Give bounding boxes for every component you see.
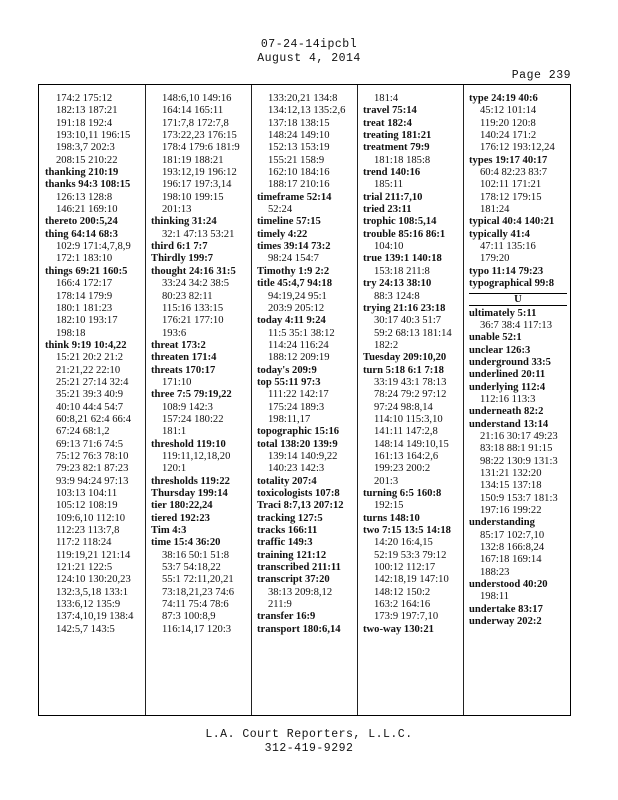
index-reference: 103:13 104:11 [56,488,118,499]
index-reference: 105:12 108:19 [56,500,118,512]
index-reference: 114:24 116:24 [268,339,329,351]
footer-phone: 312-419-9292 [264,742,354,755]
index-reference: 201:13 [162,204,192,216]
index-reference: 132:8 166:8,24 [480,542,545,554]
index-reference: 148:24 149:10 [268,130,330,142]
index-reference: 176:12 193:12,24 [480,142,555,154]
index-reference: 171:10 [162,376,192,388]
index-reference: 148:14 149:10,15 [374,438,449,450]
index-reference: 181:19 188:21 [162,154,224,166]
index-reference: 131:21 132:20 [480,467,542,479]
index-term: threshold 119:10 [151,438,226,450]
index-reference: 132:3,5,18 133:1 [56,586,129,598]
index-term: understood 40:20 [469,579,548,591]
index-term: travel 75:14 [363,105,417,117]
index-reference: 111:22 142:17 [268,389,329,401]
index-reference: 139:14 140:9,22 [268,450,338,462]
index-reference: 181:1 [162,426,187,438]
footer-company: L.A. Court Reporters, L.L.C. [205,728,413,741]
index-reference: 38:16 50:1 51:8 [162,549,230,561]
index-term: two 7:15 13:5 14:18 [363,525,451,537]
index-term: tried 23:11 [363,204,412,216]
index-reference: 25:21 27:14 32:4 [56,376,129,388]
index-term: Tuesday 209:10,20 [363,352,447,364]
index-term: treatment 79:9 [363,142,430,154]
index-term: treat 182:4 [363,117,412,129]
index-reference: 102:9 171:4,7,8,9 [56,241,131,253]
index-term: turns 148:10 [363,512,420,524]
document-id: 07-24-14ipcbl [260,38,358,51]
index-term: transport 180:6,14 [257,623,341,635]
index-term: typical 40:4 140:21 [469,216,555,228]
index-reference: 85:17 102:7,10 [480,529,545,541]
index-reference: 157:24 180:22 [162,413,224,425]
index-reference: 38:13 209:8,12 [268,586,333,598]
index-term: topographic 15:16 [257,426,340,438]
index-term: things 69:21 160:5 [45,265,128,277]
index-reference: 179:20 [480,253,510,265]
index-reference: 40:10 44:4 54:7 [56,401,124,413]
index-reference: 198:11 [480,591,510,603]
index-reference: 198:18 [56,327,86,339]
index-term: two-way 130:21 [363,623,434,635]
index-reference: 116:14,17 120:3 [162,623,232,635]
index-term: typo 11:14 79:23 [469,265,544,277]
index-reference: 133:6,12 135:9 [56,599,121,611]
index-reference: 14:20 16:4,15 [374,537,433,549]
index-term: timely 4:22 [257,228,308,240]
index-term: Timothy 1:9 2:2 [257,265,330,277]
index-reference: 69:13 71:6 74:5 [56,438,124,450]
index-reference: 78:24 79:2 97:12 [374,389,447,401]
index-reference: 97:24 98:8,14 [374,401,433,413]
index-term: threats 170:17 [151,364,216,376]
index-term: title 45:4,7 94:18 [257,278,333,290]
index-reference: 198:10 199:15 [162,191,224,203]
index-term: thereto 200:5,24 [45,216,118,228]
index-reference: 33:24 34:2 38:5 [162,278,230,290]
index-reference: 141:11 147:2,8 [374,426,438,438]
index-term: turn 5:18 6:1 7:18 [363,364,444,376]
index-reference: 120:1 [162,463,187,475]
index-term: third 6:1 7:7 [151,241,208,253]
index-reference: 137:4,10,19 138:4 [56,611,134,623]
index-reference: 188:12 209:19 [268,352,330,364]
index-reference: 182:13 187:21 [56,105,118,117]
index-reference: 98:22 130:9 131:3 [480,455,558,467]
index-reference: 176:21 177:10 [162,315,224,327]
index-term: threat 173:2 [151,339,206,351]
index-reference: 73:18,21,23 74:6 [162,586,235,598]
index-reference: 140:24 171:2 [480,130,537,142]
index-reference: 164:14 165:11 [162,105,224,117]
index-column-4 [363,93,467,636]
index-reference: 172:1 183:10 [56,253,113,265]
index-term: tiered 192:23 [151,512,210,524]
index-reference: 21:21,22 22:10 [56,364,121,376]
index-reference: 109:6,10 112:10 [56,512,126,524]
index-reference: 152:13 153:19 [268,142,330,154]
index-reference: 52:19 53:3 79:12 [374,549,447,561]
index-reference: 161:13 164:2,6 [374,450,439,462]
index-reference: 175:24 189:3 [268,401,325,413]
index-reference: 198:11,17 [268,413,311,425]
index-reference: 67:24 68:1,2 [56,426,110,438]
index-term: unclear 126:3 [469,344,531,356]
index-reference: 181:18 185:8 [374,154,431,166]
index-term: timeline 57:15 [257,216,321,228]
index-reference: 173:22,23 176:15 [162,130,237,142]
index-reference: 59:2 68:13 181:14 [374,327,452,339]
index-reference: 148:12 150:2 [374,586,431,598]
index-reference: 108:9 142:3 [162,401,213,413]
index-reference: 201:3 [374,475,399,487]
index-term: think 9:19 10:4,22 [45,339,127,351]
index-term: thinking 31:24 [151,216,217,228]
index-reference: 137:18 138:15 [268,117,330,129]
index-term: underground 33:5 [469,356,551,368]
index-term: top 55:11 97:3 [257,376,321,388]
index-reference: 11:5 35:1 38:12 [268,327,335,339]
index-reference: 115:16 133:15 [162,302,224,314]
index-term: thing 64:14 68:3 [45,228,118,240]
index-reference: 47:11 135:16 [480,241,536,253]
index-term: Thursday 199:14 [151,488,228,499]
index-term: understanding [469,517,535,529]
index-column-3 [257,93,361,636]
index-reference: 119:11,12,18,20 [162,450,231,462]
index-term: thresholds 119:22 [151,475,230,487]
index-term: thanks 94:3 108:15 [45,179,131,191]
index-reference: 188:17 210:16 [268,179,330,191]
index-term: threaten 171:4 [151,352,217,364]
index-reference: 94:19,24 95:1 [268,290,327,302]
index-reference: 60:4 82:23 83:7 [480,167,548,179]
index-term: treating 181:21 [363,130,432,142]
index-term: Traci 8:7,13 207:12 [257,500,344,512]
index-reference: 192:15 [374,500,404,512]
index-reference: 134:15 137:18 [480,480,542,492]
index-term: transfer 16:9 [257,611,316,623]
index-reference: 166:4 172:17 [56,278,113,290]
index-reference: 133:20,21 134:8 [268,93,338,104]
index-reference: 134:12,13 135:2,6 [268,105,346,117]
index-reference: 35:21 39:3 40:9 [56,389,124,401]
document-date: August 4, 2014 [257,52,361,65]
index-reference: 32:1 47:13 53:21 [162,228,235,240]
index-term: unable 52:1 [469,332,522,344]
index-reference: 185:11 [374,179,404,191]
index-term: trouble 85:16 86:1 [363,228,446,240]
index-reference: 182:2 [374,339,399,351]
index-reference: 36:7 38:4 117:13 [480,319,552,331]
index-reference: 181:4 [374,93,399,104]
index-reference: 208:15 210:22 [56,154,118,166]
index-term: trying 21:16 23:18 [363,302,446,314]
index-reference: 55:1 72:11,20,21 [162,574,234,586]
index-term: typically 41:4 [469,228,530,240]
page-number: Page 239 [511,69,571,82]
index-reference: 196:17 197:3,14 [162,179,232,191]
index-reference: 142:18,19 147:10 [374,574,449,586]
index-term: type 24:19 40:6 [469,93,538,104]
index-reference: 60:8,21 62:4 66:4 [56,413,132,425]
index-reference: 198:3,7 202:3 [56,142,115,154]
index-term: traffic 149:3 [257,537,313,549]
index-column-1 [45,93,149,636]
index-column-5 [469,93,567,628]
index-term: true 139:1 140:18 [363,253,442,265]
index-term: Tim 4:3 [151,525,187,537]
index-reference: 83:18 88:1 91:15 [480,443,553,455]
index-reference: 140:23 142:3 [268,463,325,475]
index-reference: 146:21 169:10 [56,204,118,216]
index-term: totality 207:4 [257,475,317,487]
index-reference: 93:9 94:24 97:13 [56,475,129,487]
index-reference: 117:2 118:24 [56,537,112,549]
index-reference: 53:7 54:18,22 [162,562,221,574]
index-reference: 74:11 75:4 78:6 [162,599,229,611]
index-reference: 52:24 [268,204,293,216]
index-reference: 75:12 76:3 78:10 [56,450,129,462]
index-term: transcribed 211:11 [257,562,341,574]
index-term: tier 180:22,24 [151,500,213,512]
index-reference: 174:2 175:12 [56,93,113,104]
index-term: total 138:20 139:9 [257,438,338,450]
index-reference: 15:21 20:2 21:2 [56,352,124,364]
index-reference: 193:12,19 196:12 [162,167,237,179]
index-reference: 79:23 82:1 87:23 [56,463,129,475]
index-term: trial 211:7,10 [363,191,423,203]
index-reference: 163:2 164:16 [374,599,431,611]
index-reference: 173:9 197:7,10 [374,611,439,623]
index-reference: 193:10,11 196:15 [56,130,131,142]
index-term: underneath 82:2 [469,406,544,418]
index-term: underlined 20:11 [469,369,546,381]
index-reference: 142:5,7 143:5 [56,623,115,635]
index-reference: 182:10 193:17 [56,315,118,327]
index-reference: 88:3 124:8 [374,290,420,302]
index-term: turning 6:5 160:8 [363,488,442,499]
index-term: try 24:13 38:10 [363,278,432,290]
index-reference: 21:16 30:17 49:23 [480,430,558,442]
index-reference: 178:12 179:15 [480,191,542,203]
index-reference: 100:12 112:17 [374,562,436,574]
index-reference: 112:16 113:3 [480,393,536,405]
index-term: understand 13:14 [469,418,549,430]
index-reference: 30:17 40:3 51:7 [374,315,442,327]
index-term: timeframe 52:14 [257,191,332,203]
index-term: thanking 210:19 [45,167,119,179]
index-reference: 181:24 [480,204,510,216]
index-reference: 87:3 100:8,9 [162,611,216,623]
index-reference: 148:6,10 149:16 [162,93,232,104]
index-term: trophic 108:5,14 [363,216,437,228]
index-reference: 193:6 [162,327,187,339]
index-term: underlying 112:4 [469,381,546,393]
index-term: tracks 166:11 [257,525,318,537]
index-term: training 121:12 [257,549,327,561]
index-reference: 98:24 154:7 [268,253,319,265]
index-reference: 199:23 200:2 [374,463,431,475]
index-reference: 150:9 153:7 181:3 [480,492,558,504]
index-reference: 80:23 82:11 [162,290,213,302]
index-term: transcript 37:20 [257,574,330,586]
index-reference: 171:7,8 172:7,8 [162,117,229,129]
index-reference: 119:19,21 121:14 [56,549,131,561]
index-reference: 197:16 199:22 [480,505,542,516]
index-reference: 178:4 179:6 181:9 [162,142,240,154]
index-reference: 102:11 171:21 [480,179,542,191]
index-column-2 [151,93,255,636]
index-reference: 126:13 128:8 [56,191,113,203]
index-term: tracking 127:5 [257,512,323,524]
index-reference: 112:23 113:7,8 [56,525,120,537]
index-reference: 153:18 211:8 [374,265,430,277]
index-reference: 191:18 192:4 [56,117,113,129]
index-term: thought 24:16 31:5 [151,265,236,277]
index-term: underway 202:2 [469,616,542,628]
index-reference: 211:9 [268,599,292,611]
section-letter-heading: U [469,293,567,306]
index-reference: 178:14 179:9 [56,290,113,302]
index-reference: 104:10 [374,241,404,253]
index-reference: 203:9 205:12 [268,302,325,314]
index-term: today 4:11 9:24 [257,315,326,327]
index-reference: 121:21 122:5 [56,562,113,574]
index-reference: 119:20 120:8 [480,117,536,129]
index-reference: 45:12 101:14 [480,105,537,117]
index-term: time 15:4 36:20 [151,537,221,549]
index-reference: 167:18 169:14 [480,554,542,566]
index-table [38,84,571,716]
index-term: undertake 83:17 [469,603,543,615]
index-term: typographical 99:8 [469,278,555,290]
index-reference: 124:10 130:20,23 [56,574,131,586]
index-term: toxicologists 107:8 [257,488,340,499]
index-reference: 188:23 [480,566,510,578]
index-reference: 180:1 181:23 [56,302,113,314]
index-term: ultimately 5:11 [469,307,537,319]
index-term: today's 209:9 [257,364,317,376]
index-reference: 33:19 43:1 78:13 [374,376,447,388]
index-term: trend 140:16 [363,167,421,179]
index-term: types 19:17 40:17 [469,154,548,166]
index-reference: 162:10 184:16 [268,167,330,179]
index-term: three 7:5 79:19,22 [151,389,232,401]
index-reference: 114:10 115:3,10 [374,413,443,425]
index-term: Thirdly 199:7 [151,253,214,265]
index-reference: 155:21 158:9 [268,154,325,166]
index-term: times 39:14 73:2 [257,241,331,253]
